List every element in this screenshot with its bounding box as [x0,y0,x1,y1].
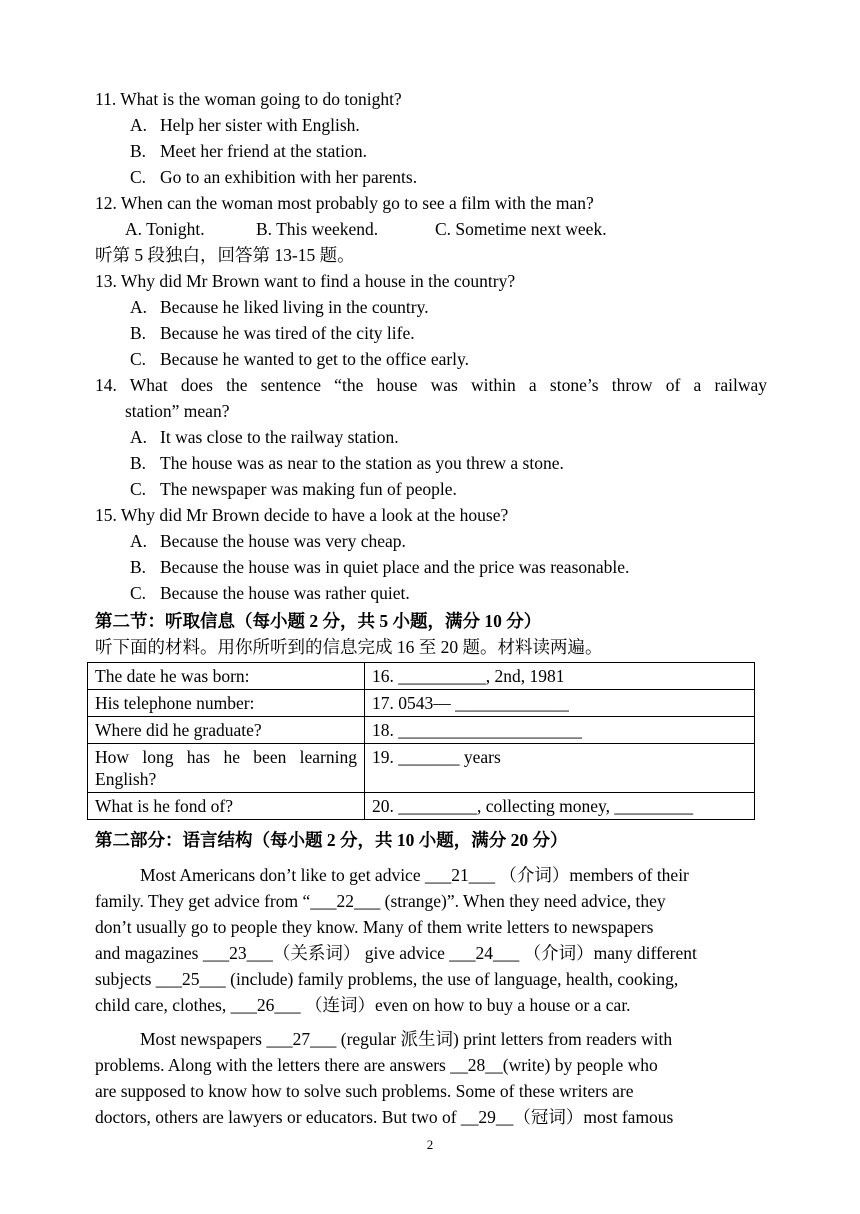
page-number: 2 [426,1137,434,1152]
table-row [88,663,755,690]
part2-title: 第二部分：语言结构（每小题 2 分，共 10 小题，满分 20 分） [95,830,568,850]
option-11a: A. Help her sister with English. [130,115,360,135]
table-answer: 17. 0543— _____________ [365,690,755,717]
passage-paragraph-2 [95,1026,767,1130]
option-14a: A. It was close to the railway station. [130,427,399,447]
table-answer: 20. _________, collecting money, _________ [365,793,755,820]
option-12c: C. Sometime next week. [435,219,607,239]
question-14-line2: station” mean? [125,401,230,421]
passage-line: child care, clothes, ___26___ （连词）even on how to buy a house or a car. [95,995,631,1015]
table-label: What is he fond of? [88,793,365,820]
section5-instruction: 听第 5 段独白，回答第 13-15 题。 [95,245,355,265]
option-14c: C. The newspaper was making fun of people. [130,479,457,499]
passage-line: Most newspapers ___27___ (regular 派生词) print letters from readers with [140,1029,673,1049]
table-label: How long has he been learning English? [88,744,365,793]
table-row [88,690,755,717]
option-14b: B. The house was as near to the station as you threw a stone. [130,453,564,473]
option-15c: C. Because the house was rather quiet. [130,583,410,603]
passage-line: doctors, others are lawyers or educators. But two of __29__（冠词）most famous [95,1107,674,1127]
table-label: The date he was born: [88,663,365,690]
table-answer: 16. __________, 2nd, 1981 [365,663,755,690]
passage-line: subjects ___25___ (include) family problems, the use of language, health, cooking, [95,969,679,989]
option-15b: B. Because the house was in quiet place and the price was reasonable. [130,557,630,577]
option-11b: B. Meet her friend at the station. [130,141,368,161]
options-12 [125,218,607,240]
table-row [88,744,755,793]
table-answer: 19. _______ years [365,744,755,793]
option-12a: A. Tonight. [125,219,205,239]
option-13c: C. Because he wanted to get to the office early. [130,349,470,369]
option-11c: C. Go to an exhibition with her parents. [130,167,418,187]
passage-paragraph-1 [95,862,767,1018]
question-15: 15. Why did Mr Brown decide to have a look at the house? [95,505,509,525]
option-12b: B. This weekend. [256,219,379,239]
option-15a: A. Because the house was very cheap. [130,531,406,551]
passage-line: problems. Along with the letters there are answers __28__(write) by people who [95,1055,658,1075]
question-12: 12. When can the woman most probably go to see a film with the man? [95,193,594,213]
option-13a: A. Because he liked living in the country. [130,297,429,317]
section2-instruction: 听下面的材料。用你所听到的信息完成 16 至 20 题。材料读两遍。 [95,637,603,657]
passage-line: are supposed to know how to solve such problems. Some of these writers are [95,1081,634,1101]
table-row [88,793,755,820]
table-row [88,717,755,744]
question-13: 13. Why did Mr Brown want to find a house in the country? [95,271,516,291]
passage-line: and magazines ___23___（关系词） give advice ___24___ （介词）many different [95,943,697,963]
passage-line: Most Americans don’t like to get advice ___21___ （介词）members of their [140,865,689,885]
section2-title: 第二节：听取信息（每小题 2 分，共 5 小题，满分 10 分） [95,611,542,631]
passage-line: family. They get advice from “___22___ (strange)”. When they need advice, they [95,891,666,911]
table-answer: 18. _____________________ [365,717,755,744]
table-label: Where did he graduate? [88,717,365,744]
passage-line: don’t usually go to people they know. Many of them write letters to newspapers [95,917,654,937]
option-13b: B. Because he was tired of the city life. [130,323,415,343]
question-14-line1: 14. What does the sentence “the house was within a stone’s throw of a railway [95,375,767,395]
table-label: His telephone number: [88,690,365,717]
question-11: 11. What is the woman going to do tonight? [95,89,402,109]
info-table [87,662,755,820]
